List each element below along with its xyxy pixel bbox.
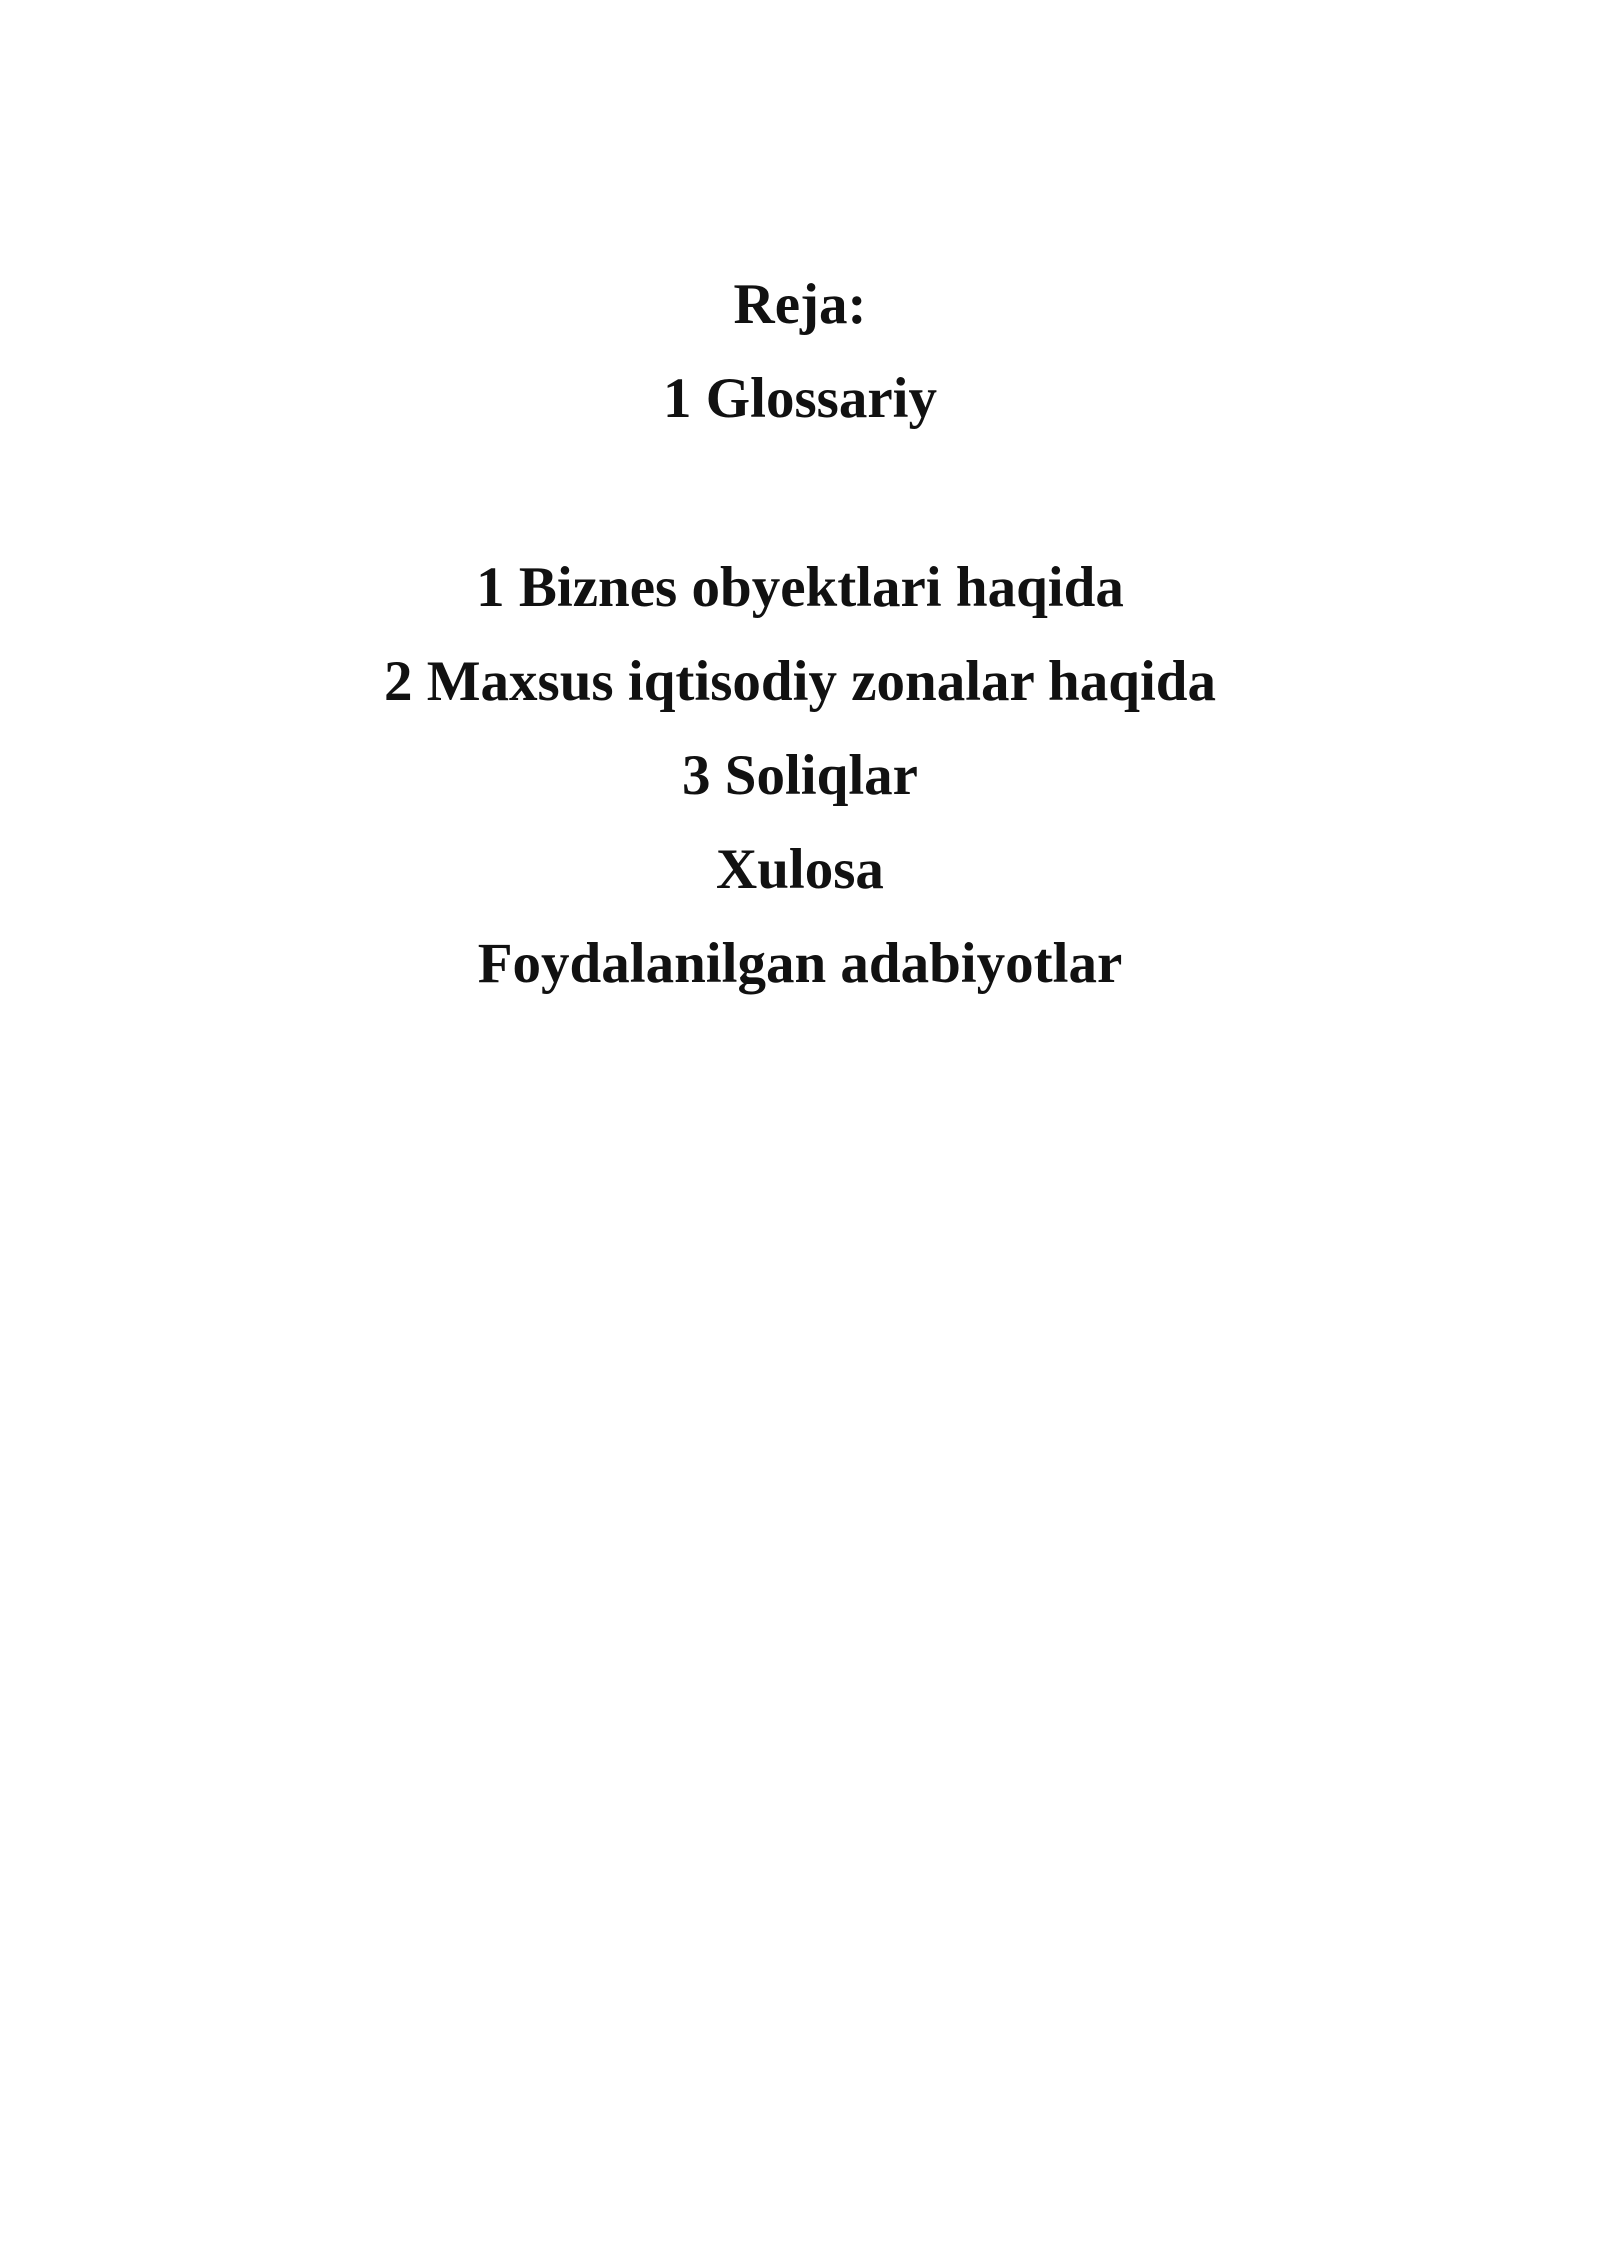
plan-item: Xulosa [716, 838, 884, 901]
plan-item: 2 Maxsus iqtisodiy zonalar haqida [384, 650, 1216, 713]
plan-item: 3 Soliqlar [682, 744, 918, 807]
plan-glossary: 1 Glossariy [663, 367, 937, 430]
plan-title: Reja: [733, 273, 867, 336]
plan-item: 1 Biznes obyektlari haqida [476, 556, 1124, 619]
blank-line [0, 446, 1600, 541]
plan-outline [0, 258, 1600, 1011]
plan-item: Foydalanilgan adabiyotlar [477, 932, 1123, 995]
